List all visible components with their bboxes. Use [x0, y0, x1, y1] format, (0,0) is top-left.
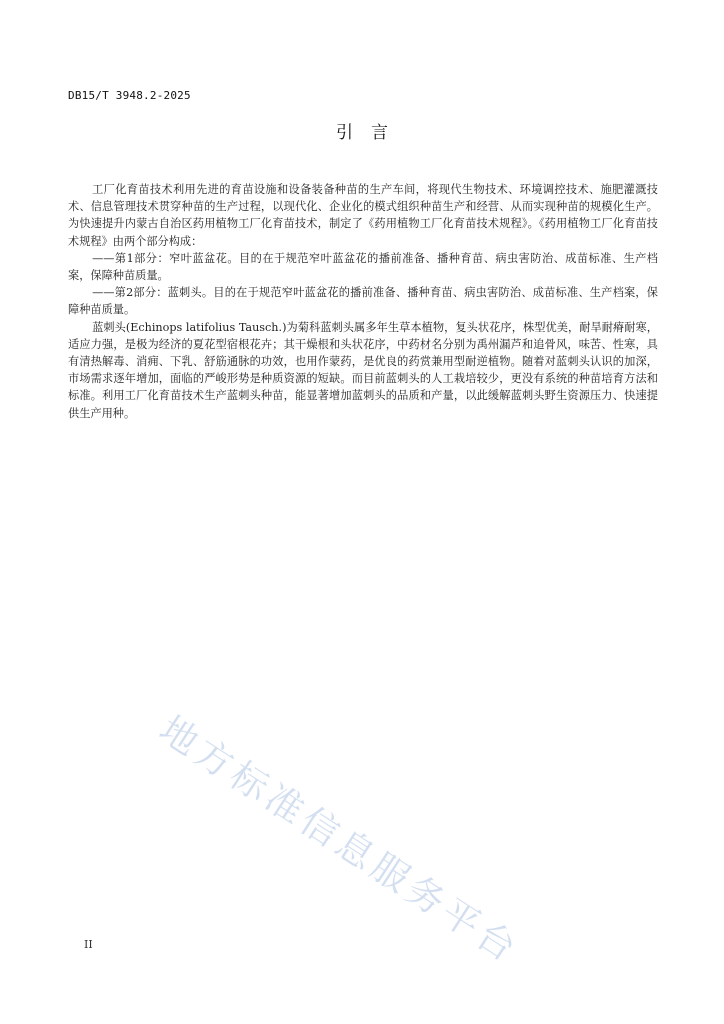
paragraph-echinops: 蓝刺头(Echinops latifolius Tausch.)为菊科蓝刺头属多年生草本植物，复头状花序，株型优美，耐旱耐瘠耐寒，适应力强，是极为经济的夏花型宿根花卉；其干燥根和头状花序，中药材名分别为禹州漏芦和追骨风，味苦、性寒，具有清热解毒、消痈、下乳、舒筋通脉的功效，也用作蒙药，是优良的药赏兼用型耐逆植物。随着对蓝刺头认识的加深，市场需求逐年增加，面临的严峻形势是种质资源的短缺。而目前蓝刺头的人工栽培较少，更没有系统的种苗培育方法和标准。利用工厂化育苗技术生产蓝刺头种苗，能显著增加蓝刺头的品质和产量，以此缓解蓝刺头野生资源压力、快速提供生产用种。 [68, 320, 658, 420]
paragraph-intro: 工厂化育苗技术利用先进的育苗设施和设备装备种苗的生产车间，将现代生物技术、环境调控技术、施肥灌溉技术、信息管理技术贯穿种苗的生产过程，以现代化、企业化的模式组织种苗生产和经营、从而实现种苗的规模化生产。为快速提升内蒙古自治区药用植物工厂化育苗技术，制定了《药用植物工厂化育苗技术规程》。《药用植物工厂化育苗技术规程》由两个部分构成： [68, 183, 658, 248]
page-number: II [84, 938, 93, 951]
section-title: 引言 [336, 123, 406, 143]
foreword-body [68, 181, 658, 422]
document-id: DB15/T 3948.2-2025 [68, 89, 191, 102]
paragraph-part-2: ——第2部分：蓝刺头。目的在于规范窄叶蓝盆花的播前准备、播种育苗、病虫害防治、成苗标准、生产档案，保障种苗质量。 [68, 286, 658, 317]
paragraph-part-1: ——第1部分：窄叶蓝盆花。目的在于规范窄叶蓝盆花的播前准备、播种育苗、病虫害防治、成苗标准、生产档案，保障种苗质量。 [68, 251, 658, 283]
watermark: 地方标准信息服务平台 [151, 707, 528, 973]
